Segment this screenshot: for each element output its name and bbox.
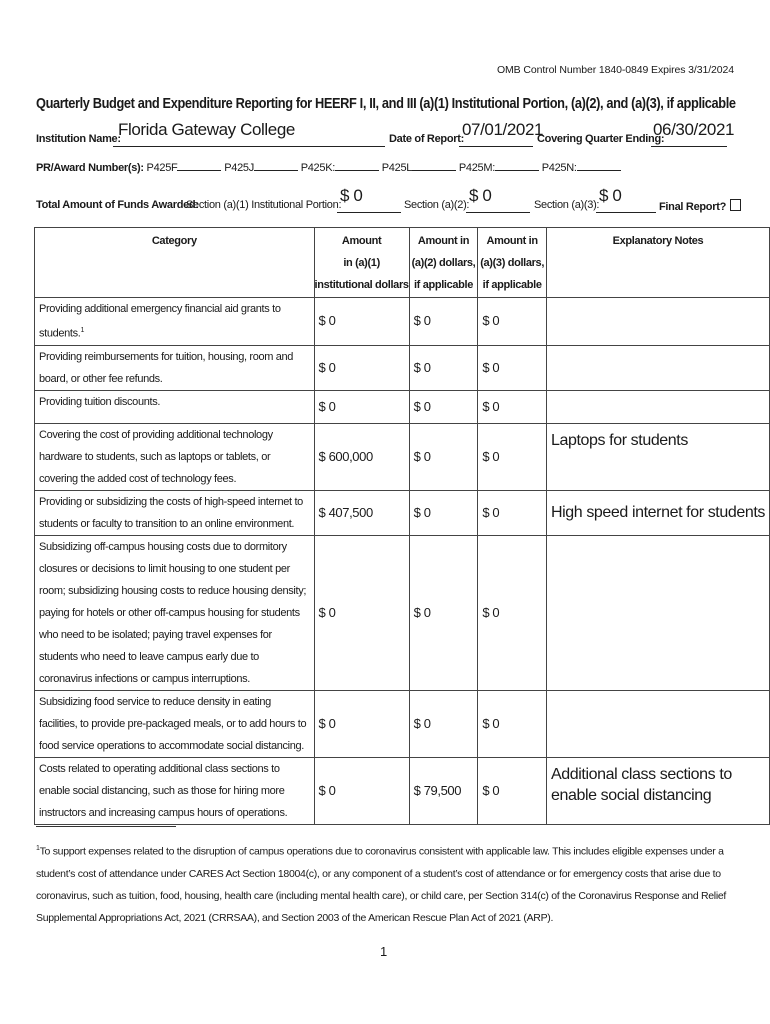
footnote-marker: 1 xyxy=(36,845,40,852)
col-a1: Amount in (a)(1) institutional dollars xyxy=(314,228,409,298)
row-a1-field[interactable]: $ 600,000 xyxy=(314,423,409,490)
table-row xyxy=(35,490,770,535)
table-row xyxy=(35,298,770,346)
row-notes-field[interactable]: Additional class sections to enable social distancing xyxy=(546,757,769,824)
pr-award-row xyxy=(36,162,621,174)
footnote-text: To support expenses related to the disruption of campus operations due to coronavirus consistent with applicable law. This includes eligible expenses under a student’s cost of attendance under CARES Act Section 18004(c), or any component of a student’s cost of attendance or for emergency costs that arise due to coronavirus, such as tuition, food, housing, health care (including mental health care), or child care, per Section 314(c) of the Coronavirus Response and Relief Supplemental Appropriations Act, 2021 (CRRSAA), and Section 2003 of the American Rescue Plan Act of 2021 (ARP). xyxy=(36,845,727,924)
row-a1-field[interactable]: $ 0 xyxy=(314,690,409,757)
institution-name-field[interactable]: Florida Gateway College xyxy=(118,120,295,139)
final-report-label: Final Report? xyxy=(659,199,741,213)
table-row xyxy=(35,390,770,423)
row-category: Costs related to operating additional class sections to enable social distancing, such as those for hiring more instructors and increasing campus hours of operations. xyxy=(35,757,315,824)
table-row xyxy=(35,690,770,757)
pr-k: P425K: xyxy=(300,162,335,174)
page-title: Quarterly Budget and Expenditure Reporting for HEERF I, II, and III (a)(1) Institutional Portion, (a)(2), and (a)(3), if applicable xyxy=(36,95,736,112)
row-category: Providing tuition discounts. xyxy=(35,390,315,423)
pr-l-field[interactable] xyxy=(412,170,456,171)
row-notes-field[interactable]: Laptops for students xyxy=(546,423,769,490)
row-notes-field[interactable] xyxy=(546,690,769,757)
pr-n-field[interactable] xyxy=(577,170,621,171)
row-notes-field[interactable] xyxy=(546,298,769,346)
row-a3-field[interactable]: $ 0 xyxy=(478,690,547,757)
expenditure-table xyxy=(34,227,770,825)
row-a2-field[interactable]: $ 79,500 xyxy=(409,757,478,824)
col-category: Category xyxy=(35,228,315,298)
table-row xyxy=(35,535,770,690)
sec-a1-label: Section (a)(1) Institutional Portion: xyxy=(186,199,342,211)
row-category: Providing additional emergency financial aid grants to students.$^1$ xyxy=(35,298,315,346)
date-label: Date of Report: xyxy=(389,133,464,145)
row-notes-field[interactable] xyxy=(546,345,769,390)
col-a2: Amount in (a)(2) dollars, if applicable xyxy=(409,228,478,298)
final-report-checkbox[interactable] xyxy=(730,199,741,211)
row-a2-field[interactable]: $ 0 xyxy=(409,298,478,346)
row-notes-field[interactable] xyxy=(546,535,769,690)
col-notes: Explanatory Notes xyxy=(546,228,769,298)
covering-quarter-field[interactable]: 06/30/2021 xyxy=(653,120,735,139)
table-header-row xyxy=(35,228,770,298)
row-a2-field[interactable]: $ 0 xyxy=(409,490,478,535)
row-a3-field[interactable]: $ 0 xyxy=(478,757,547,824)
row-category: Providing or subsidizing the costs of high-speed internet to students or faculty to transition to an online environment. xyxy=(35,490,315,535)
row-category: Covering the cost of providing additional technology hardware to students, such as laptops or tablets, or covering the added cost of technology fees. xyxy=(35,423,315,490)
sec-a3-field[interactable]: $ 0 xyxy=(599,186,622,205)
pr-n: P425N: xyxy=(541,162,577,174)
row-a1-field[interactable]: $ 407,500 xyxy=(314,490,409,535)
row-a3-field[interactable]: $ 0 xyxy=(478,490,547,535)
row-a3-field[interactable]: $ 0 xyxy=(478,345,547,390)
row-notes-field[interactable]: High speed internet for students xyxy=(546,490,769,535)
sec-a1-field[interactable]: $ 0 xyxy=(340,186,363,205)
row-a2-field[interactable]: $ 0 xyxy=(409,690,478,757)
footnote xyxy=(36,838,736,929)
pr-j-field[interactable] xyxy=(254,170,298,171)
row-category: Subsidizing off-campus housing costs due to dormitory closures or decisions to limit housing to one student per room; subsidizing housing costs to reduce housing density; paying for hotels or other off-campus housing for students who need to be isolated; paying travel expenses for students who need to leave campus early due to coronavirus infections or campus interruptions. xyxy=(35,535,315,690)
row-category: Subsidizing food service to reduce density in eating facilities, to provide pre-packaged meals, or to add hours to food service operations to accommodate social distancing. xyxy=(35,690,315,757)
row-a1-field[interactable]: $ 0 xyxy=(314,390,409,423)
row-a2-field[interactable]: $ 0 xyxy=(409,423,478,490)
pr-f: P425F xyxy=(146,162,178,174)
row-a1-field[interactable]: $ 0 xyxy=(314,345,409,390)
row-a2-field[interactable]: $ 0 xyxy=(409,535,478,690)
sec-a2-field[interactable]: $ 0 xyxy=(469,186,492,205)
row-a3-field[interactable]: $ 0 xyxy=(478,535,547,690)
pr-j: P425J xyxy=(224,162,254,174)
footnote-divider xyxy=(36,826,176,827)
pr-award-label: PR/Award Number(s): xyxy=(36,162,144,174)
row-a1-field[interactable]: $ 0 xyxy=(314,757,409,824)
pr-m-field[interactable] xyxy=(495,170,539,171)
pr-k-field[interactable] xyxy=(335,170,379,171)
pr-f-field[interactable] xyxy=(177,170,221,171)
row-a3-field[interactable]: $ 0 xyxy=(478,298,547,346)
row-a2-field[interactable]: $ 0 xyxy=(409,345,478,390)
row-notes-field[interactable] xyxy=(546,390,769,423)
total-funds-label: Total Amount of Funds Awarded: xyxy=(36,199,199,211)
col-a3: Amount in (a)(3) dollars, if applicable xyxy=(478,228,547,298)
table-row xyxy=(35,345,770,390)
quarter-label: Covering Quarter Ending: xyxy=(537,133,665,145)
pr-l: P425L xyxy=(381,162,413,174)
date-of-report-field[interactable]: 07/01/2021 xyxy=(462,120,544,139)
table-row xyxy=(35,423,770,490)
sec-a3-label: Section (a)(3): xyxy=(534,199,600,211)
institution-label: Institution Name: xyxy=(36,133,121,145)
row-a3-field[interactable]: $ 0 xyxy=(478,423,547,490)
row-category: Providing reimbursements for tuition, housing, room and board, or other fee refunds. xyxy=(35,345,315,390)
row-a3-field[interactable]: $ 0 xyxy=(478,390,547,423)
table-row xyxy=(35,757,770,824)
row-a1-field[interactable]: $ 0 xyxy=(314,535,409,690)
omb-control-number: OMB Control Number 1840-0849 Expires 3/31/2024 xyxy=(496,64,734,76)
row-a1-field[interactable]: $ 0 xyxy=(314,298,409,346)
pr-m: P425M: xyxy=(458,162,495,174)
sec-a2-label: Section (a)(2): xyxy=(404,199,470,211)
page-number: 1 xyxy=(380,944,388,959)
row-a2-field[interactable]: $ 0 xyxy=(409,390,478,423)
